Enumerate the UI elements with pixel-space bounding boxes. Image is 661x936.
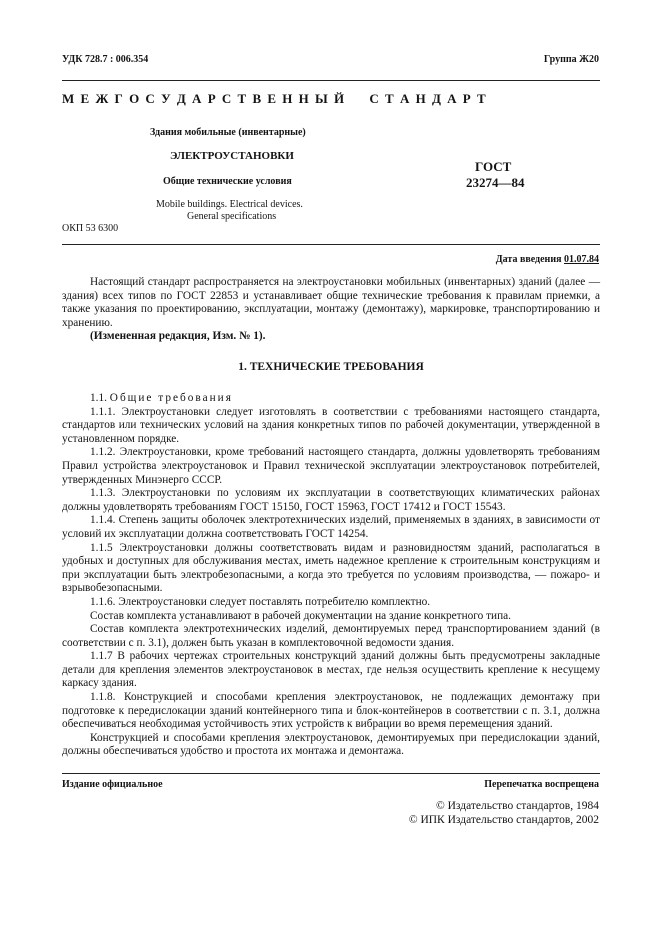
top-rule: [62, 80, 600, 81]
standard-type-banner: М Е Ж Г О С У Д А Р С Т В Е Н Н Ы Й С Т А Н Д А Р Т: [62, 91, 488, 106]
paragraph: Состав комплекта электротехнических изделий, демонтируемых перед транспортированием зданий (в соответствии с п. 3.1), должен быть указан в комплектовочной ведомости здания.: [62, 623, 600, 649]
gost-number: 23274—84: [466, 175, 525, 190]
paragraph: 1.1.5 Электроустановки должны соответствовать видам и разновидностям зданий, располагаться в удобных и доступных для обслуживания местах, иметь надежное крепление к строительным конструкциям и при эксплуатации быть электробезопасными, а когда это требуется по условиям производства, — пожаро- и взрывобезопасными.: [62, 541, 600, 595]
paragraph: 1.1.4. Степень защиты оболочек электротехнических изделий, применяемых в зданиях, в зависимости от условий их эксплуатации должна соответствовать ГОСТ 14254.: [62, 514, 600, 540]
reprint-notice: Перепечатка воспрещена: [484, 779, 599, 790]
paragraph: Конструкцией и способами крепления электроустановок, демонтируемых при передислокации зданий, должны обеспечиваться удобство и простота их монтажа и демонтажа.: [62, 731, 600, 758]
introduction-date-value: 01.07.84: [564, 254, 599, 265]
paragraph: 1.1.1. Электроустановки следует изготовлять в соответствии с требованиями настоящего стандарта, стандартов или технических условий на здания конкретных типов по рабочей документации, утвержденной в установленном порядке.: [62, 405, 600, 445]
introduction-date-label: Дата введения: [495, 254, 564, 265]
paragraph: 1.1.8. Конструкцией и способами крепления электроустановок, не подлежащих демонтажу при подготовке к передислокации зданий контейнерного типа и блок-контейнеров в соответствии с п. 3.1, должна обеспечиваться необходимая устойчивость этих устройств к вибрации во время перемещения зданий.: [62, 691, 600, 731]
subject-title: Здания мобильные (инвентарные): [150, 127, 306, 138]
udk-code: УДК 728.7 : 006.354: [62, 54, 149, 65]
paragraph: 1.1.6. Электроустановки следует поставлять потребителю комплектно.: [90, 595, 431, 608]
document-name: ЭЛЕКТРОУСТАНОВКИ: [170, 150, 294, 162]
english-title-line2: General specifications: [187, 211, 277, 222]
copyright-1984: © Издательство стандартов, 1984: [435, 800, 599, 812]
intro-block: [62, 276, 600, 344]
paragraph: 1.1.2. Электроустановки, кроме требований настоящего стандарта, должны удовлетворять требованиям Правил устройства электроустановок и Правил технической эксплуатации электроустановок потребителей, утвержденных Минэнерго СССР.: [62, 446, 600, 486]
paragraph: 1.1.3. Электроустановки по условиям их эксплуатации в соответствующих климатических районах должны удовлетворять требованиям ГОСТ 15150, ГОСТ 15963, ГОСТ 17412 и ГОСТ 15543.: [62, 487, 600, 513]
subsection-number: 1.1.: [90, 392, 110, 404]
intro-paragraph: Настоящий стандарт распространяется на электроустановки мобильных (инвентарных) зданий (далее — здания) всех типов по ГОСТ 22853 и устанавливает общие технические требования к правилам приемки, а также указания по проектированию, эксплуатации, монтажу (демонтажу), маркировке, транспортированию и хранению.: [62, 276, 600, 329]
subsection-heading: [62, 392, 600, 406]
document-subtitle: Общие технические условия: [163, 176, 292, 187]
group-code: Группа Ж20: [543, 54, 599, 65]
footer-rule: [62, 773, 600, 774]
okp-code: ОКП 53 6300: [62, 223, 119, 234]
paragraph: 1.1.7 В рабочих чертежах строительных конструкций зданий должны быть предусмотрены закладные детали для крепления элементов электроустановок в местах, где нельзя осуществить крепление к несущему каркасу здания.: [62, 650, 600, 690]
edition-note: (Измененная редакция, Изм. № 1).: [90, 330, 266, 343]
introduction-date: [496, 254, 599, 265]
english-title-line1: Mobile buildings. Electrical devices.: [156, 199, 303, 210]
paragraph: Состав комплекта устанавливают в рабочей документации на здание конкретного типа.: [90, 609, 511, 622]
section-body: [62, 392, 600, 759]
official-edition: Издание официальное: [62, 779, 163, 790]
section-heading: 1. ТЕХНИЧЕСКИЕ ТРЕБОВАНИЯ: [238, 361, 424, 373]
subsection-title: Общие требования: [109, 392, 233, 404]
gost-label: ГОСТ: [475, 159, 512, 174]
copyright-2002: © ИПК Издательство стандартов, 2002: [408, 814, 599, 826]
title-rule: [62, 244, 600, 245]
